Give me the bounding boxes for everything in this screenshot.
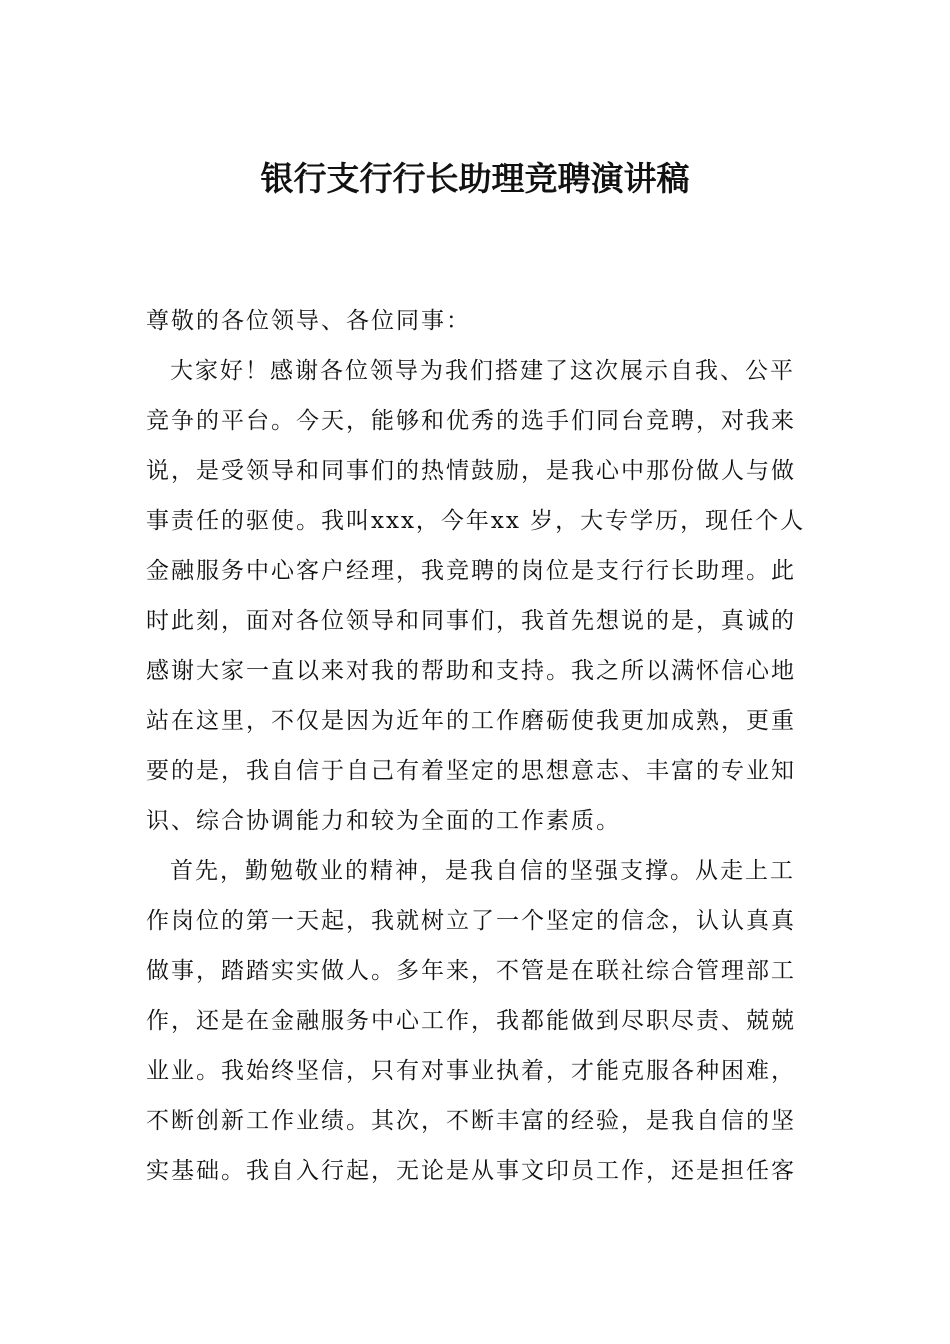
salutation: 尊敬的各位领导、各位同事： [146,308,471,334]
paragraph-1: 大家好！感谢各位领导为我们搭建了这次展示自我、公平竞争的平台。今天，能够和优秀的选手们同台竞聘，对我来说，是受领导和同事们的热情鼓励，是我心中那份做人与做事责任的驱使。我叫xxx，今年xx 岁，大专学历，现任个人金融服务中心客户经理，我竞聘的岗位是支行行长助理。此时此刻，面对各位领导和同事们，我首先想说的是，真诚的感谢大家一直以来对我的帮助和支持。我之所以满怀信心地站在这里，不仅是因为近年的工作磨砺使我更加成熟，更重要的是，我自信于自己有着坚定的思想意志、丰富的专业知识、综合协调能力和较为全面的工作素质。 [146,358,806,834]
document-title: 银行支行行长助理竞聘演讲稿 [260,159,690,198]
document-body [146,296,808,1196]
paragraph-2: 首先，勤勉敬业的精神，是我自信的坚强支撑。从走上工作岗位的第一天起，我就树立了一个坚定的信念，认认真真做事，踏踏实实做人。多年来，不管是在联社综合管理部工作，还是在金融服务中心工作，我都能做到尽职尽责、兢兢业业。我始终坚信，只有对事业执着，才能克服各种困难，不断创新工作业绩。其次，不断丰富的经验，是我自信的坚实基础。我自入行起，无论是从事文印员工作，还是担任客 [146,858,796,1184]
